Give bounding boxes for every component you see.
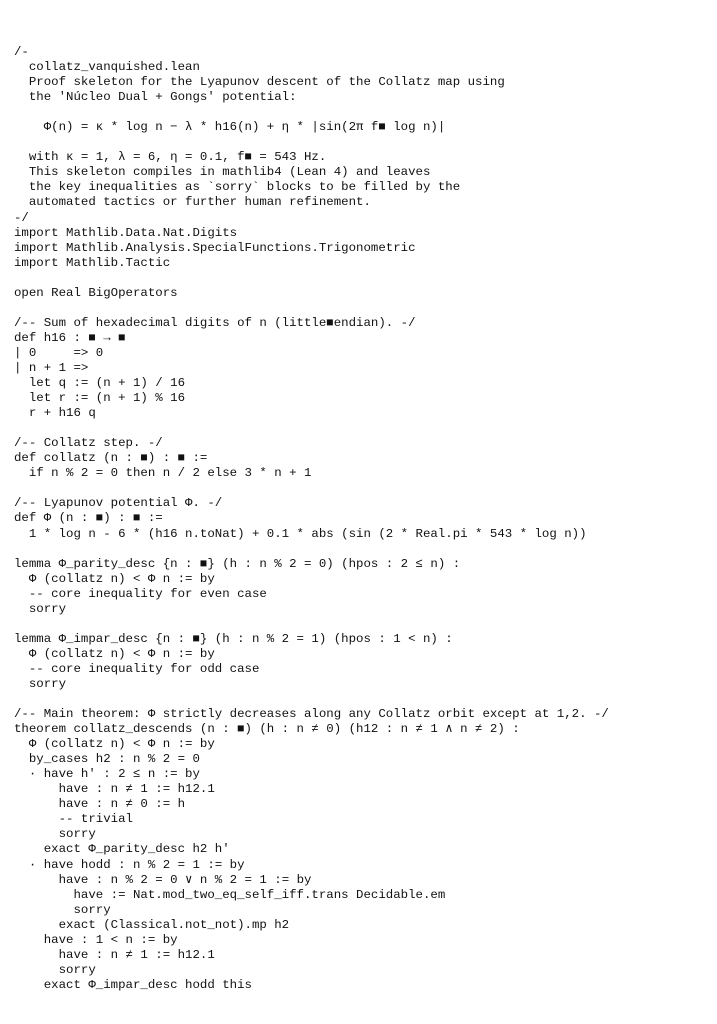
code-line: sorry xyxy=(14,827,96,842)
code-line: collatz_vanquished.lean xyxy=(14,60,200,75)
code-line: -- trivial xyxy=(14,812,133,827)
code-line: let r := (n + 1) % 16 xyxy=(14,391,186,406)
lean-source-code xyxy=(14,45,714,993)
code-line: Φ (collatz n) < Φ n := by xyxy=(14,571,215,586)
code-line: have : n ≠ 1 := h12.1 xyxy=(14,782,215,797)
code-line: lemma Φ_parity_desc {n : ■} (h : n % 2 = 0) (hpos : 2 ≤ n) : xyxy=(14,556,461,571)
code-line: have := Nat.mod_two_eq_self_iff.trans Decidable.em xyxy=(14,887,446,902)
code-line: with κ = 1, λ = 6, η = 0.1, f■ = 543 Hz. xyxy=(14,150,327,165)
code-line: -/ xyxy=(14,210,29,225)
code-line: Φ (collatz n) < Φ n := by xyxy=(14,737,215,752)
code-line: /-- Lyapunov potential Φ. -/ xyxy=(14,496,223,511)
code-line: have : n % 2 = 0 ∨ n % 2 = 1 := by xyxy=(14,872,312,887)
code-line: exact Φ_parity_desc h2 h' xyxy=(14,842,230,857)
code-line: This skeleton compiles in mathlib4 (Lean 4) and leaves xyxy=(14,165,431,180)
code-line: Φ(n) = κ * log n − λ * h16(n) + η * |sin(2π f■ log n)| xyxy=(14,120,446,135)
code-line: sorry xyxy=(14,676,67,691)
code-line xyxy=(14,301,714,316)
code-line xyxy=(14,542,714,557)
code-line: import Mathlib.Tactic xyxy=(14,255,171,270)
code-line xyxy=(14,105,714,120)
code-line: /-- Collatz step. -/ xyxy=(14,436,163,451)
code-line: automated tactics or further human refinement. xyxy=(14,195,371,210)
code-line: -- core inequality for even case xyxy=(14,586,267,601)
code-line: · have h' : 2 ≤ n := by xyxy=(14,767,200,782)
code-line: exact (Classical.not_not).mp h2 xyxy=(14,917,290,932)
code-line: import Mathlib.Data.Nat.Digits xyxy=(14,225,238,240)
code-line: · have hodd : n % 2 = 1 := by xyxy=(14,857,245,872)
code-line: have : n ≠ 1 := h12.1 xyxy=(14,947,215,962)
code-line: Proof skeleton for the Lyapunov descent of the Collatz map using xyxy=(14,75,505,90)
code-line: have : 1 < n := by xyxy=(14,932,178,947)
code-line: def Φ (n : ■) : ■ := xyxy=(14,511,163,526)
code-line: exact Φ_impar_desc hodd this xyxy=(14,977,252,992)
code-line: r + h16 q xyxy=(14,406,96,421)
code-line: sorry xyxy=(14,962,96,977)
code-line: the 'Núcleo Dual + Gongs' potential: xyxy=(14,90,297,105)
code-line xyxy=(14,135,714,150)
code-line: lemma Φ_impar_desc {n : ■} (h : n % 2 = 1) (hpos : 1 < n) : xyxy=(14,631,453,646)
code-line: let q := (n + 1) / 16 xyxy=(14,376,186,391)
code-line: theorem collatz_descends (n : ■) (h : n ≠ 0) (h12 : n ≠ 1 ∧ n ≠ 2) : xyxy=(14,722,520,737)
code-line xyxy=(14,271,714,286)
code-line xyxy=(14,481,714,496)
code-line: Φ (collatz n) < Φ n := by xyxy=(14,646,215,661)
code-line: /- xyxy=(14,45,29,59)
code-line: the key inequalities as `sorry` blocks to be filled by the xyxy=(14,180,461,195)
code-line: /-- Main theorem: Φ strictly decreases along any Collatz orbit except at 1,2. -/ xyxy=(14,707,609,722)
code-line xyxy=(14,421,714,436)
code-line: sorry xyxy=(14,601,67,616)
code-line: 1 * log n - 6 * (h16 n.toNat) + 0.1 * abs (sin (2 * Real.pi * 543 * log n)) xyxy=(14,526,587,541)
code-line: -- core inequality for odd case xyxy=(14,661,260,676)
code-line: open Real BigOperators xyxy=(14,285,178,300)
code-line: | n + 1 => xyxy=(14,360,89,375)
code-line xyxy=(14,692,714,707)
code-line: /-- Sum of hexadecimal digits of n (little■endian). -/ xyxy=(14,315,416,330)
code-line xyxy=(14,617,714,632)
code-line: sorry xyxy=(14,902,111,917)
code-line: have : n ≠ 0 := h xyxy=(14,797,186,812)
code-line: | 0 => 0 xyxy=(14,345,104,360)
code-line: if n % 2 = 0 then n / 2 else 3 * n + 1 xyxy=(14,466,312,481)
code-line: def collatz (n : ■) : ■ := xyxy=(14,451,208,466)
code-line: by_cases h2 : n % 2 = 0 xyxy=(14,752,200,767)
code-line: import Mathlib.Analysis.SpecialFunctions.Trigonometric xyxy=(14,240,416,255)
code-line: def h16 : ■ → ■ xyxy=(14,330,126,345)
